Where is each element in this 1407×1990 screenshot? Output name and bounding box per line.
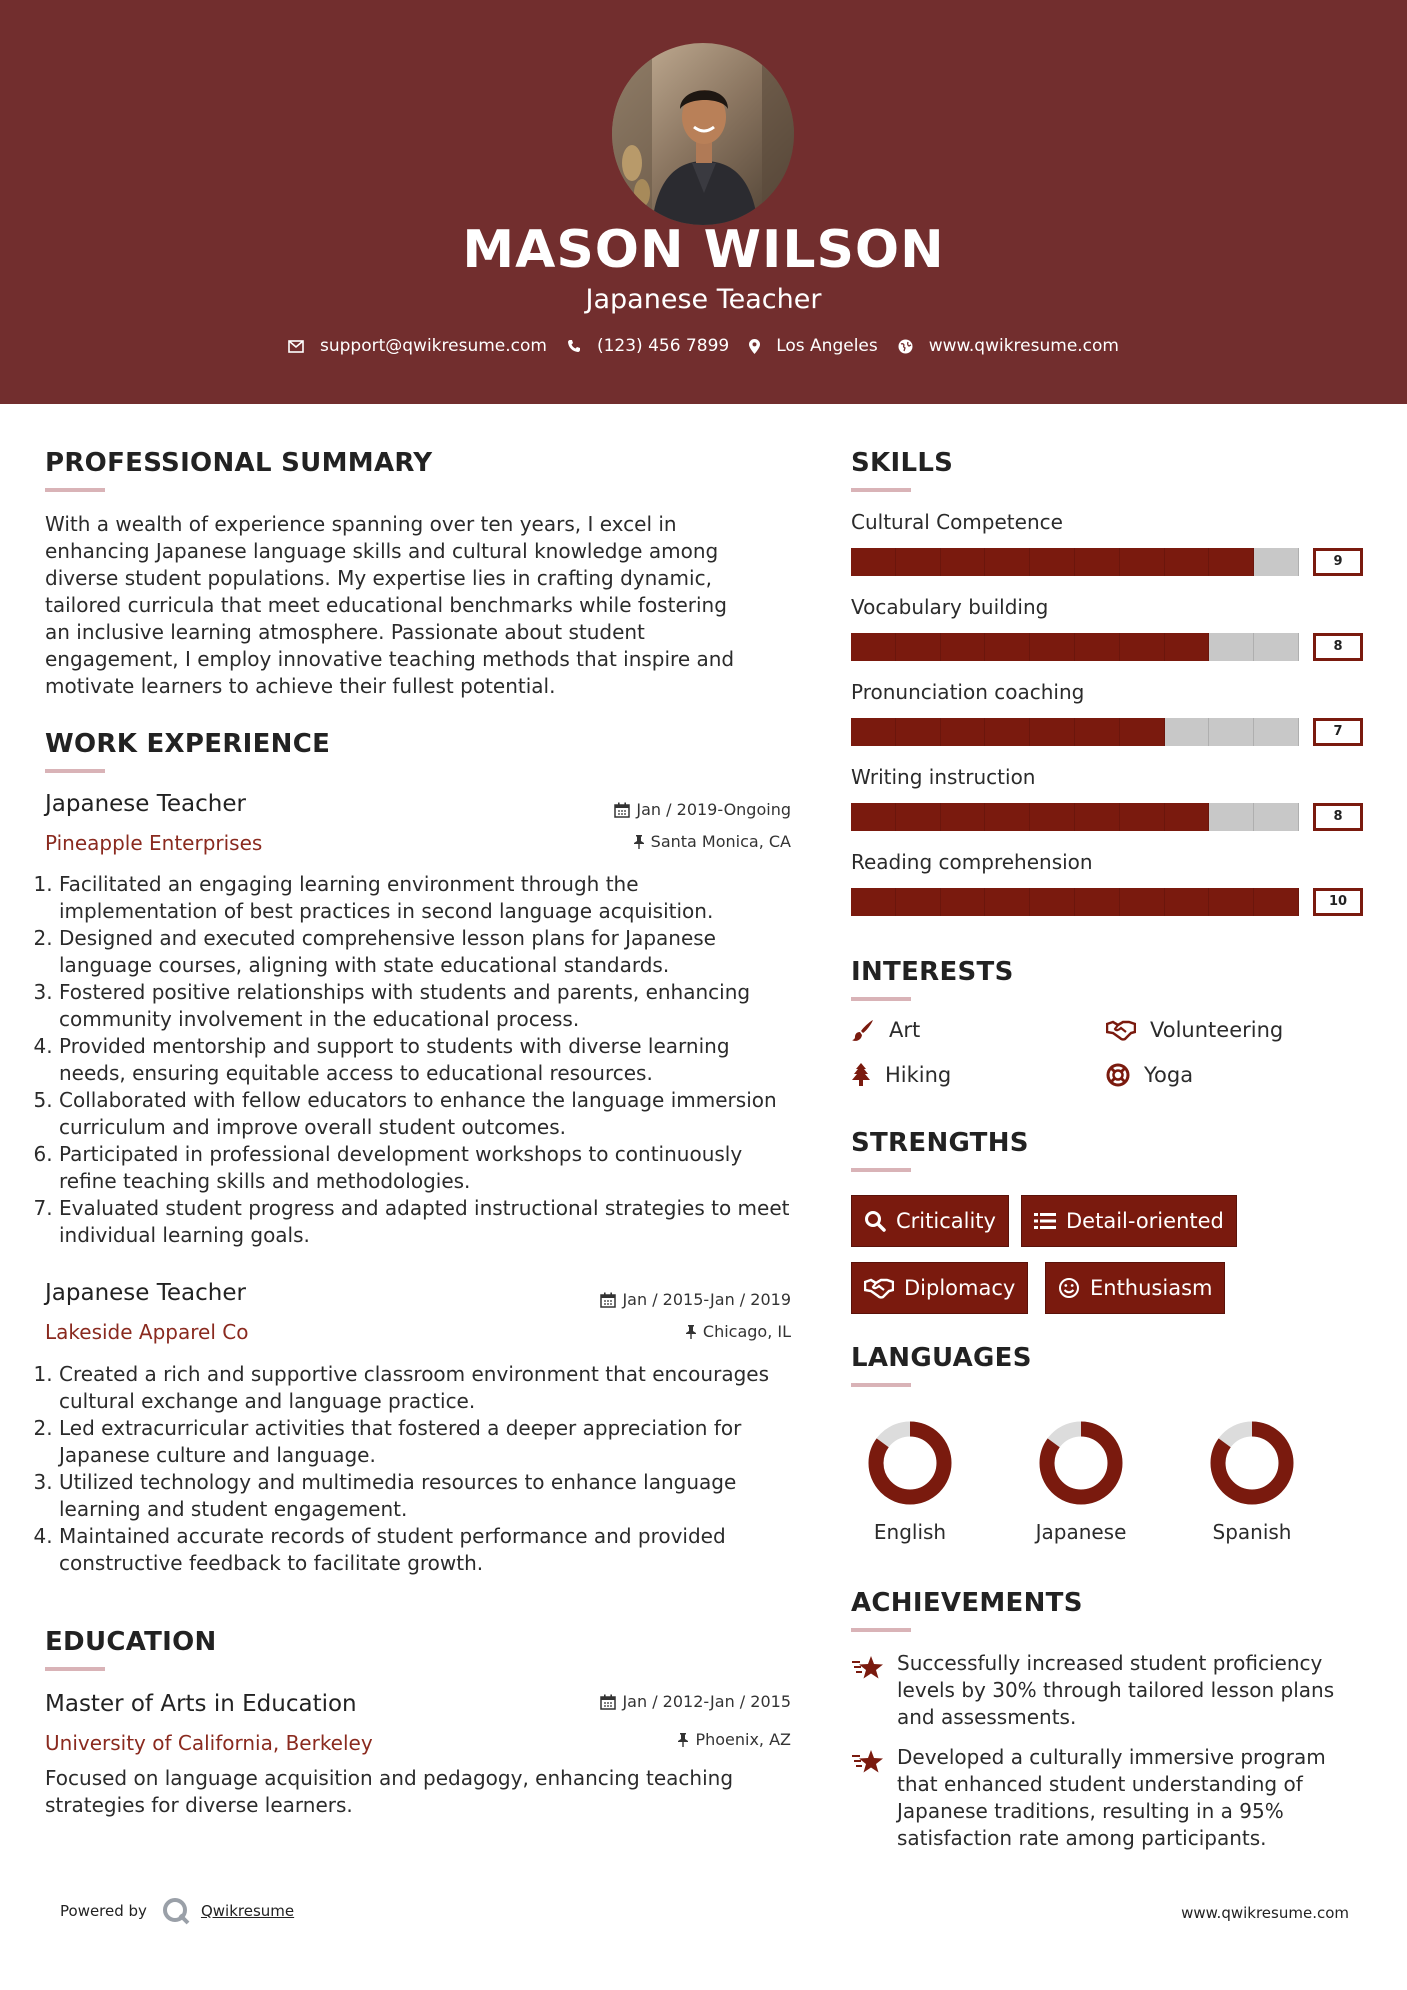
skill-bar-segment <box>941 548 986 576</box>
skill-bar-segment <box>1209 548 1254 576</box>
skill-bar-segment <box>1165 633 1210 661</box>
powered-by-label: Powered by <box>60 1902 147 1920</box>
map-pin-icon <box>749 339 760 354</box>
strength-label: Criticality <box>896 1209 996 1233</box>
pushpin-icon <box>685 1324 697 1339</box>
calendar-icon <box>614 802 630 818</box>
list-icon <box>1034 1212 1056 1230</box>
skill-score: 10 <box>1313 888 1363 916</box>
summary-line: an inclusive learning atmosphere. Passionate about student <box>45 620 645 644</box>
pushpin-icon <box>633 834 645 849</box>
pushpin-icon <box>677 1732 689 1747</box>
skill-bar-segment <box>985 633 1030 661</box>
achievement-line: Successfully increased student proficiency <box>897 1651 1323 1675</box>
skill-bar-segment <box>1075 718 1120 746</box>
skill-bar-segment <box>896 803 941 831</box>
interest-item <box>1106 1018 1283 1042</box>
star-icon <box>851 1654 885 1680</box>
language-label: Spanish <box>1212 1520 1292 1544</box>
summary-line: enhancing Japanese language skills and cultural knowledge among <box>45 539 719 563</box>
contact-website-text: www.qwikresume.com <box>928 336 1119 356</box>
achievements-underline <box>851 1628 911 1632</box>
achievement-text <box>897 1744 1326 1852</box>
skill-bar-segment <box>1165 803 1210 831</box>
experience-heading: WORK EXPERIENCE <box>45 729 331 759</box>
skill-bar-segment <box>1075 633 1120 661</box>
contact-website[interactable] <box>898 336 1119 356</box>
skill-bar-segment <box>1120 633 1165 661</box>
search-icon <box>864 1210 886 1232</box>
skill-bar <box>851 718 1299 746</box>
list-item: 3. Fostered positive relationships with students and parents, enhancing community involvement in the educational process. <box>59 979 801 1033</box>
skill-bar-segment <box>851 888 896 916</box>
footer-website[interactable]: www.qwikresume.com <box>1181 1904 1349 1922</box>
skill-bar-segment <box>851 548 896 576</box>
smile-icon <box>1058 1277 1080 1299</box>
interest-item <box>851 1018 920 1042</box>
job-dates <box>600 1290 791 1309</box>
skill-bar-segment <box>896 888 941 916</box>
degree-title: Master of Arts in Education <box>45 1691 357 1717</box>
skill-label: Vocabulary building <box>851 595 1049 619</box>
contact-phone[interactable] <box>567 336 729 356</box>
job-location-text: Chicago, IL <box>702 1322 791 1341</box>
resume-header <box>0 0 1407 404</box>
interest-label: Volunteering <box>1150 1018 1284 1042</box>
skill-bar-segment <box>1075 888 1120 916</box>
job-location <box>633 832 791 851</box>
contact-location <box>749 336 878 356</box>
candidate-title: Japanese Teacher <box>585 284 822 315</box>
calendar-icon <box>600 1292 616 1308</box>
education-line: strategies for diverse learners. <box>45 1793 353 1817</box>
strength-label: Enthusiasm <box>1090 1276 1213 1300</box>
education-dates <box>600 1692 791 1711</box>
phone-icon <box>567 339 581 353</box>
skill-bar-segment <box>985 548 1030 576</box>
strength-tag <box>851 1262 1028 1314</box>
education-description <box>45 1765 733 1819</box>
education-location <box>677 1730 791 1749</box>
skill-bar-segment <box>1254 718 1299 746</box>
skill-bar-segment <box>941 633 986 661</box>
list-item: 2. Led extracurricular activities that fostered a deeper appreciation for Japanese culture and language. <box>59 1415 801 1469</box>
skill-bar <box>851 548 1299 576</box>
skill-bar-segment <box>1165 888 1210 916</box>
summary-heading: PROFESSIONAL SUMMARY <box>45 448 433 478</box>
job-title: Japanese Teacher <box>45 791 246 817</box>
qwikresume-link[interactable]: Qwikresume <box>200 1902 295 1920</box>
contact-email[interactable] <box>288 336 547 356</box>
skill-bar-segment <box>1254 888 1299 916</box>
languages-underline <box>851 1383 911 1387</box>
skill-bar-segment <box>941 803 986 831</box>
job-duties-list <box>41 871 801 1249</box>
skill-bar-segment <box>1120 548 1165 576</box>
job-company: Lakeside Apparel Co <box>45 1320 249 1344</box>
summary-line: tailored curricula that meet educational benchmarks while fostering <box>45 593 727 617</box>
skills-underline <box>851 488 911 492</box>
star-icon <box>851 1748 885 1774</box>
calendar-icon <box>600 1694 616 1710</box>
job-dates-text: Jan / 2019-Ongoing <box>636 800 791 819</box>
list-item: 1. Created a rich and supportive classroom environment that encourages cultural exchange and language practice. <box>59 1361 801 1415</box>
school-name: University of California, Berkeley <box>45 1731 373 1755</box>
skill-bar-segment <box>1209 718 1254 746</box>
experience-underline <box>45 769 105 773</box>
summary-text <box>45 511 734 700</box>
skill-bar-segment <box>1254 633 1299 661</box>
tree-icon <box>851 1063 871 1087</box>
strength-label: Detail-oriented <box>1066 1209 1224 1233</box>
achievement-line: Developed a culturally immersive program <box>897 1745 1326 1769</box>
list-item: 1. Facilitated an engaging learning environment through the implementation of best practices in second language acquisition. <box>59 871 801 925</box>
interest-item <box>1106 1063 1193 1087</box>
list-item: 5. Collaborated with fellow educators to enhance the language immersion curriculum and improve overall student outcomes. <box>59 1087 801 1141</box>
achievement-text <box>897 1650 1334 1731</box>
language-item <box>840 1418 980 1544</box>
list-item: 6. Participated in professional development workshops to continuously refine teaching skills and methodologies. <box>59 1141 801 1195</box>
skill-label: Reading comprehension <box>851 850 1093 874</box>
qwikresume-logo-icon <box>161 1896 191 1926</box>
profile-photo <box>612 43 794 225</box>
contact-phone-text: (123) 456 7899 <box>596 336 730 356</box>
list-item: 7. Evaluated student progress and adapted instructional strategies to meet individual learning goals. <box>59 1195 801 1249</box>
skill-bar-segment <box>1030 633 1075 661</box>
skill-label: Pronunciation coaching <box>851 680 1085 704</box>
skill-label: Writing instruction <box>851 765 1036 789</box>
education-line: Focused on language acquisition and pedagogy, enhancing teaching <box>45 1766 734 1790</box>
skill-bar-segment <box>896 548 941 576</box>
skill-bar-segment <box>941 888 986 916</box>
skills-heading: SKILLS <box>851 448 954 478</box>
skill-bar-segment <box>896 633 941 661</box>
handshake-icon <box>1106 1019 1136 1041</box>
envelope-icon <box>288 340 304 353</box>
skill-bar-segment <box>941 718 986 746</box>
skill-bar-segment <box>851 718 896 746</box>
list-item: 3. Utilized technology and multimedia resources to enhance language learning and student engagement. <box>59 1469 801 1523</box>
language-item <box>1011 1418 1151 1544</box>
skill-bar-segment <box>1254 803 1299 831</box>
skill-bar-segment <box>1165 718 1210 746</box>
job-location-text: Santa Monica, CA <box>650 832 791 851</box>
achievement-line: levels by 30% through tailored lesson plans <box>897 1678 1335 1702</box>
skill-bar-segment <box>1165 548 1210 576</box>
achievement-line: that enhanced student understanding of <box>897 1772 1303 1796</box>
skill-bar-segment <box>1209 633 1254 661</box>
list-item: 4. Provided mentorship and support to students with diverse learning needs, ensuring equitable access to educational resources. <box>59 1033 801 1087</box>
skill-bar-segment <box>1030 718 1075 746</box>
summary-underline <box>45 488 105 492</box>
list-item: 2. Designed and executed comprehensive lesson plans for Japanese language courses, aligning with state educational standards. <box>59 925 801 979</box>
strength-tag <box>851 1195 1009 1247</box>
summary-line: engagement, I employ innovative teaching methods that inspire and <box>45 647 735 671</box>
job-dates-text: Jan / 2015-Jan / 2019 <box>622 1290 791 1309</box>
job-title: Japanese Teacher <box>45 1280 246 1306</box>
skill-score: 7 <box>1313 718 1363 746</box>
list-item: 4. Maintained accurate records of student performance and provided constructive feedback to facilitate growth. <box>59 1523 801 1577</box>
lifebuoy-icon <box>1106 1063 1130 1087</box>
interests-heading: INTERESTS <box>851 957 1014 987</box>
interests-underline <box>851 997 911 1001</box>
skill-bar-segment <box>851 633 896 661</box>
skill-score: 9 <box>1313 548 1363 576</box>
interest-label: Yoga <box>1144 1063 1194 1087</box>
skill-bar-segment <box>1030 548 1075 576</box>
skill-score: 8 <box>1313 633 1363 661</box>
strengths-underline <box>851 1168 911 1172</box>
language-label: Japanese <box>1035 1520 1127 1544</box>
skill-bar-segment <box>1030 803 1075 831</box>
education-heading: EDUCATION <box>45 1627 217 1657</box>
paintbrush-icon <box>851 1018 875 1042</box>
strength-tag <box>1045 1262 1225 1314</box>
language-item <box>1182 1418 1322 1544</box>
skill-score: 8 <box>1313 803 1363 831</box>
skill-bar-segment <box>1120 803 1165 831</box>
interest-item <box>851 1063 951 1087</box>
education-location-text: Phoenix, AZ <box>695 1730 791 1749</box>
skill-bar-segment <box>1075 548 1120 576</box>
achievements-heading: ACHIEVEMENTS <box>851 1588 1083 1618</box>
contact-location-text: Los Angeles <box>776 336 878 356</box>
contact-email-text: support@qwikresume.com <box>320 336 547 356</box>
achievement-line: satisfaction rate among participants. <box>897 1826 1267 1850</box>
skill-bar-segment <box>1209 803 1254 831</box>
strength-tag <box>1021 1195 1237 1247</box>
job-dates <box>614 800 791 819</box>
footer-powered-by <box>60 1896 294 1926</box>
interest-label: Art <box>889 1018 921 1042</box>
handshake-icon <box>864 1277 894 1299</box>
achievement-line: and assessments. <box>897 1705 1077 1729</box>
language-donut <box>1207 1418 1297 1508</box>
language-donut <box>865 1418 955 1508</box>
achievement-item <box>851 1744 1326 1852</box>
skill-bar <box>851 803 1299 831</box>
globe-icon <box>898 339 913 354</box>
language-donut <box>1036 1418 1126 1508</box>
job-duties-list <box>41 1361 801 1577</box>
skill-bar-segment <box>985 888 1030 916</box>
skill-bar <box>851 633 1299 661</box>
skill-bar-segment <box>851 803 896 831</box>
skill-bar-segment <box>1209 888 1254 916</box>
summary-line: diverse student populations. My expertise lies in crafting dynamic, <box>45 566 712 590</box>
summary-line: With a wealth of experience spanning over ten years, I excel in <box>45 512 677 536</box>
education-dates-text: Jan / 2012-Jan / 2015 <box>622 1692 791 1711</box>
strength-label: Diplomacy <box>904 1276 1016 1300</box>
skill-bar-segment <box>1254 548 1299 576</box>
summary-line: motivate learners to achieve their fullest potential. <box>45 674 556 698</box>
achievement-item <box>851 1650 1334 1731</box>
contact-bar <box>0 336 1407 356</box>
skill-bar-segment <box>985 803 1030 831</box>
interest-label: Hiking <box>885 1063 952 1087</box>
skill-bar-segment <box>1120 718 1165 746</box>
skill-bar-segment <box>1030 888 1075 916</box>
skill-bar-segment <box>1075 803 1120 831</box>
job-company: Pineapple Enterprises <box>45 831 263 855</box>
language-label: English <box>873 1520 947 1544</box>
skill-label: Cultural Competence <box>851 510 1063 534</box>
strengths-heading: STRENGTHS <box>851 1128 1029 1158</box>
skill-bar-segment <box>985 718 1030 746</box>
skill-bar <box>851 888 1299 916</box>
languages-heading: LANGUAGES <box>851 1343 1032 1373</box>
achievement-line: Japanese traditions, resulting in a 95% <box>897 1799 1284 1823</box>
skill-bar-segment <box>1120 888 1165 916</box>
skill-bar-segment <box>896 718 941 746</box>
candidate-name: MASON WILSON <box>462 220 945 280</box>
job-location <box>685 1322 791 1341</box>
education-underline <box>45 1667 105 1671</box>
